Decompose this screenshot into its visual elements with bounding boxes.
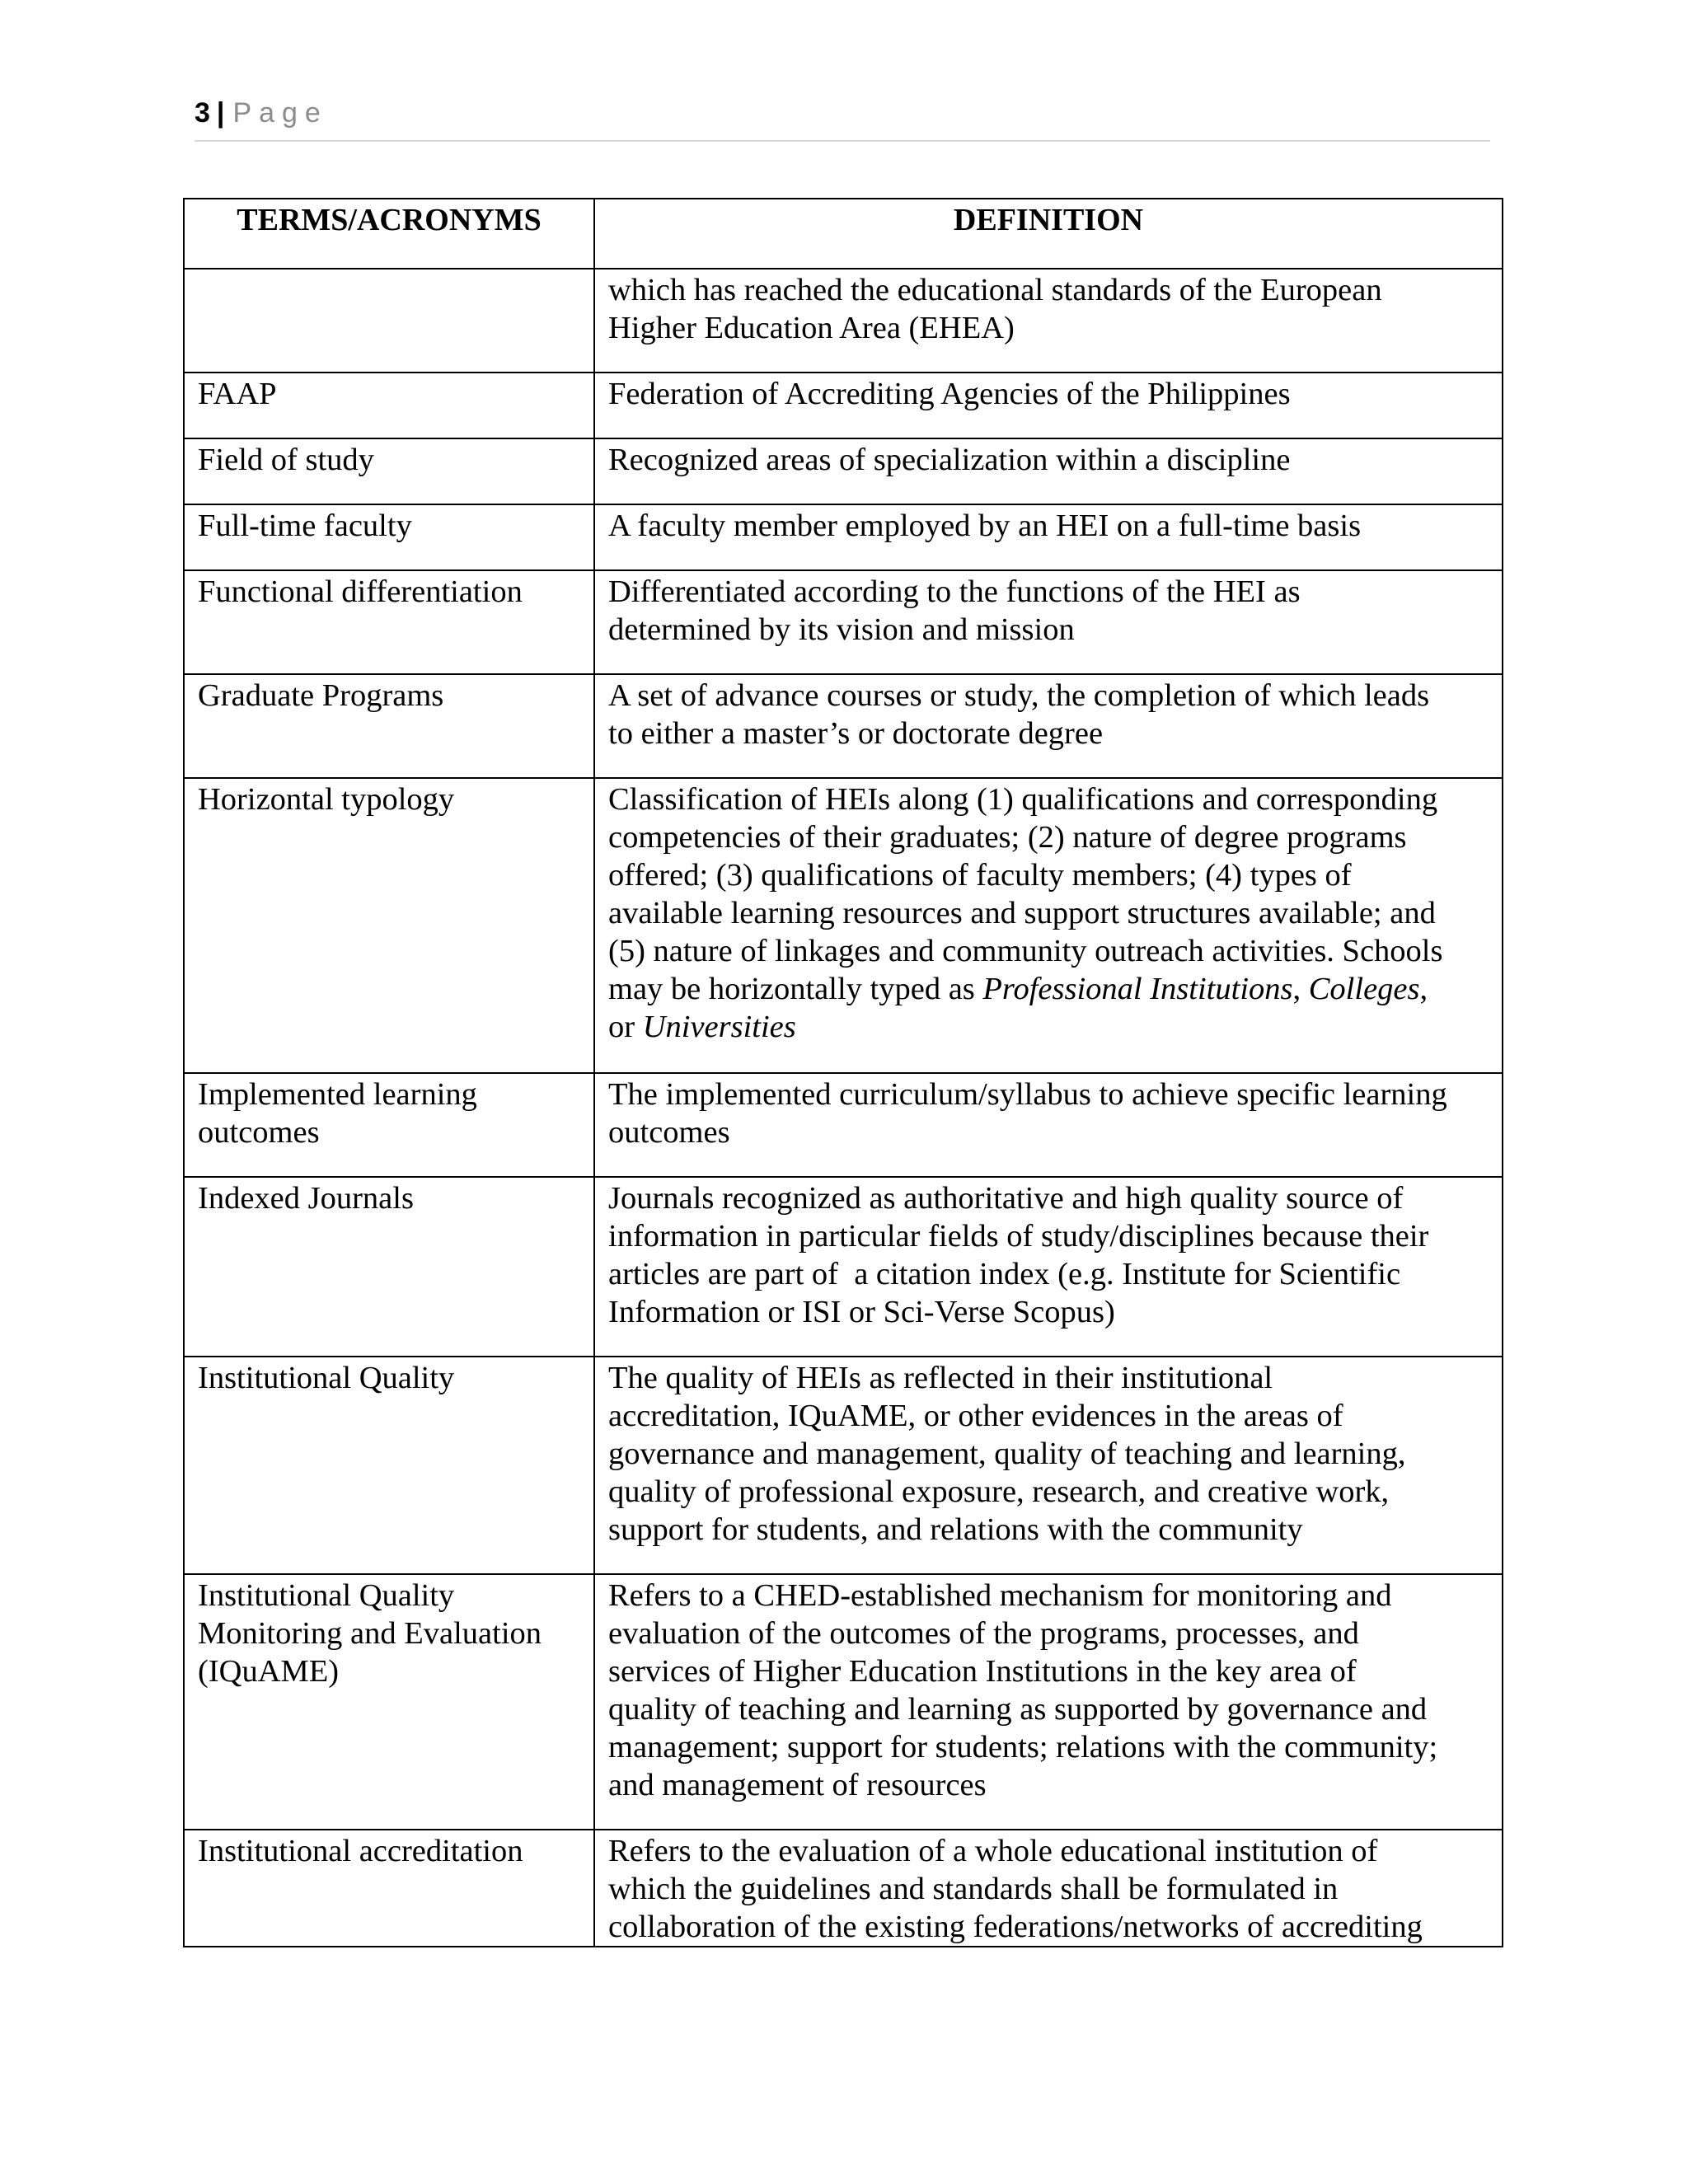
- definition-line: Differentiated according to the functions of the HEI as: [608, 574, 1301, 609]
- definition-line: Refers to a CHED-established mechanism for monitoring and: [608, 1578, 1392, 1613]
- table-row: [184, 778, 1503, 1073]
- table-header-row: [184, 199, 1503, 269]
- term-cell: Horizontal typology: [184, 778, 594, 1073]
- table-row: [184, 1177, 1503, 1357]
- definition-line: quality of teaching and learning as supported by governance and: [608, 1692, 1428, 1727]
- page-number: 3: [195, 97, 210, 129]
- definition-emphasis: Universities: [642, 1010, 796, 1044]
- definition-line: Recognized areas of specialization within a discipline: [608, 443, 1291, 477]
- definition-cell: [594, 1830, 1503, 1947]
- table-row: [184, 1830, 1503, 1947]
- definition-line: Federation of Accrediting Agencies of the Philippines: [608, 377, 1291, 411]
- definition-cell: [594, 778, 1503, 1073]
- definition-line: which has reached the educational standards of the European: [608, 273, 1382, 307]
- definition-cell: [594, 1177, 1503, 1357]
- term-cell: FAAP: [184, 373, 594, 438]
- definition-emphasis: Colleges: [1308, 972, 1420, 1006]
- term-cell: [184, 269, 594, 373]
- definition-line: Refers to the evaluation of a whole educational institution of: [608, 1834, 1378, 1868]
- definition-cell: [594, 570, 1503, 674]
- column-header-terms: TERMS/ACRONYMS: [184, 199, 594, 269]
- definition-cell: [594, 504, 1503, 570]
- definition-emphasis: Professional Institutions: [982, 972, 1293, 1006]
- table-row: [184, 1357, 1503, 1574]
- definition-line: collaboration of the existing federations/networks of accrediting: [608, 1910, 1423, 1944]
- definition-line: offered; (3) qualifications of faculty members; (4) types of: [608, 858, 1352, 893]
- definition-text: or: [608, 1010, 643, 1044]
- term-cell: [184, 1574, 594, 1830]
- term-line: outcomes: [198, 1115, 320, 1150]
- definition-cell: [594, 674, 1503, 778]
- definition-line: accreditation, IQuAME, or other evidences in the areas of: [608, 1399, 1343, 1433]
- header-separator: |: [216, 97, 225, 129]
- definition-cell: [594, 1574, 1503, 1830]
- definition-cell: [594, 438, 1503, 504]
- definition-text: ,: [1419, 972, 1428, 1006]
- term-cell: Institutional Quality: [184, 1357, 594, 1574]
- table-row: [184, 1073, 1503, 1177]
- term-cell: [184, 1073, 594, 1177]
- definition-line: Information or ISI or Sci-Verse Scopus): [608, 1295, 1115, 1329]
- table-row: [184, 674, 1503, 778]
- term-cell: Indexed Journals: [184, 1177, 594, 1357]
- definition-line: governance and management, quality of teaching and learning,: [608, 1436, 1406, 1471]
- definition-line: Higher Education Area (EHEA): [608, 311, 1015, 345]
- definition-line: and management of resources: [608, 1768, 987, 1802]
- term-line: Institutional Quality: [198, 1578, 455, 1613]
- term-line: (IQuAME): [198, 1654, 340, 1689]
- table-row: [184, 1574, 1503, 1830]
- definition-line: information in particular fields of study/disciplines because their: [608, 1219, 1429, 1254]
- glossary-table: [183, 198, 1503, 1947]
- definition-line: quality of professional exposure, research, and creative work,: [608, 1474, 1390, 1509]
- term-cell: Institutional accreditation: [184, 1830, 594, 1947]
- definition-line: support for students, and relations with the community: [608, 1512, 1303, 1547]
- definition-text: ,: [1292, 972, 1309, 1006]
- definition-line: [608, 1008, 1495, 1046]
- table-row: [184, 570, 1503, 674]
- table-row: [184, 373, 1503, 438]
- definition-cell: [594, 1357, 1503, 1574]
- term-line: Implemented learning: [198, 1077, 477, 1112]
- definition-line: determined by its vision and mission: [608, 612, 1075, 647]
- table-row: [184, 438, 1503, 504]
- definition-text: may be horizontally typed as: [608, 972, 983, 1006]
- definition-line: A faculty member employed by an HEI on a full-time basis: [608, 509, 1362, 543]
- column-header-definition: DEFINITION: [594, 199, 1503, 269]
- term-cell: Full-time faculty: [184, 504, 594, 570]
- definition-line: The implemented curriculum/syllabus to achieve specific learning: [608, 1077, 1447, 1112]
- definition-line: articles are part of a citation index (e.g. Institute for Scientific: [608, 1257, 1401, 1291]
- definition-line: competencies of their graduates; (2) nature of degree programs: [608, 820, 1407, 855]
- definition-cell: [594, 269, 1503, 373]
- definition-line: [608, 970, 1495, 1008]
- page-word: Page: [232, 97, 328, 129]
- definition-line: evaluation of the outcomes of the programs, processes, and: [608, 1616, 1359, 1651]
- definition-cell: [594, 373, 1503, 438]
- term-cell: Graduate Programs: [184, 674, 594, 778]
- definition-line: (5) nature of linkages and community outreach activities. Schools: [608, 934, 1443, 968]
- table-row: [184, 504, 1503, 570]
- definition-line: outcomes: [608, 1115, 730, 1150]
- term-line: Monitoring and Evaluation: [198, 1616, 542, 1651]
- table-row: [184, 269, 1503, 373]
- definition-line: to either a master’s or doctorate degree: [608, 716, 1104, 751]
- definition-cell: [594, 1073, 1503, 1177]
- definition-line: Classification of HEIs along (1) qualifications and corresponding: [608, 782, 1438, 817]
- definition-line: A set of advance courses or study, the completion of which leads: [608, 678, 1430, 713]
- definition-line: management; support for students; relations with the community;: [608, 1730, 1438, 1765]
- definition-line: The quality of HEIs as reflected in their institutional: [608, 1361, 1273, 1395]
- definition-line: Journals recognized as authoritative and high quality source of: [608, 1181, 1404, 1216]
- term-cell: Field of study: [184, 438, 594, 504]
- definition-line: available learning resources and support structures available; and: [608, 896, 1436, 930]
- definition-line: which the guidelines and standards shall be formulated in: [608, 1872, 1339, 1906]
- page-header: [195, 97, 1490, 142]
- definition-line: services of Higher Education Institutions in the key area of: [608, 1654, 1357, 1689]
- term-cell: Functional differentiation: [184, 570, 594, 674]
